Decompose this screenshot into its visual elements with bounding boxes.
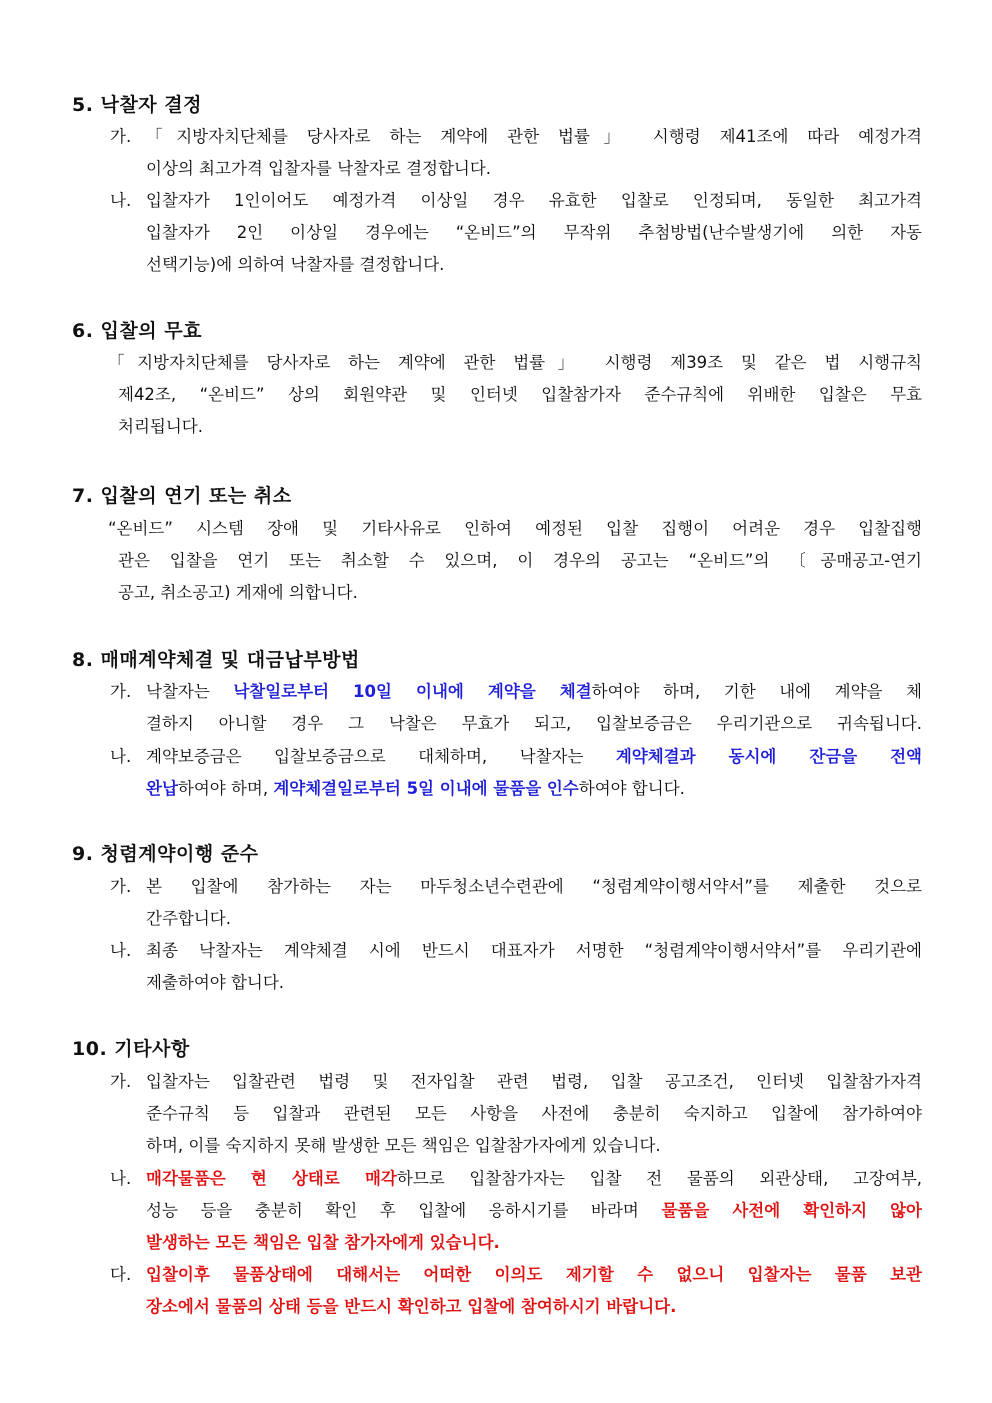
- section-8-item-b: [110, 741, 922, 805]
- red-highlight-text: 매각물품은 현 상태로 매각: [146, 1169, 397, 1188]
- red-highlight-text: 발생하는 모든 책임은 입찰 참가자에게 있습니다.: [146, 1233, 500, 1252]
- section-9-item-b: [110, 935, 922, 999]
- section-8-title: 8. 매매계약체결 및 대금납부방법: [72, 649, 360, 671]
- section-10-item-c: [110, 1259, 922, 1323]
- text-run: 계약보증금은 입찰보증금으로 대체하며, 낙찰자는: [146, 747, 616, 766]
- section-9-item-a: [110, 871, 922, 935]
- item-marker: 가.: [110, 1072, 132, 1091]
- item-text-line: 하며, 이를 숙지하지 못해 발생한 모든 책임은 입찰참가자에게 있습니다.: [146, 1136, 661, 1155]
- section-5-item-b: [110, 185, 922, 281]
- text-run: 낙찰자는: [146, 682, 234, 701]
- item-marker: 다.: [110, 1265, 132, 1284]
- item-marker: 나.: [110, 191, 132, 210]
- paragraph-line: 제42조, “온비드” 상의 회원약관 및 인터넷 입찰참가자 준수규칙에 위배한 입찰은 무효: [118, 385, 922, 404]
- section-6-title: 6. 입찰의 무효: [72, 320, 202, 342]
- section-9-title: 9. 청렴계약이행 준수: [72, 843, 259, 865]
- item-text-line: 간주합니다.: [146, 909, 231, 928]
- text-run: 하여야 합니다.: [578, 779, 685, 798]
- blue-highlight-text: 낙찰일로부터 10일 이내에 계약을 체결: [233, 682, 592, 701]
- blue-highlight-text: 계약체결일로부터 5일 이내에 물품을 인수: [273, 779, 579, 798]
- item-text-line: 입찰자가 2인 이상일 경우에는 “온비드”의 무작위 추첨방법(난수발생기에 의한 자동: [146, 223, 922, 242]
- item-text-line: 입찰자는 입찰관련 법령 및 전자입찰 관련 법령, 입찰 공고조건, 인터넷 입찰참가자격: [146, 1072, 922, 1091]
- section-10-item-a: [110, 1066, 922, 1162]
- section-8-item-a: [110, 676, 922, 740]
- section-7-title: 7. 입찰의 연기 또는 취소: [72, 485, 292, 507]
- item-text-line: [146, 1163, 922, 1195]
- item-marker: 나.: [110, 747, 132, 766]
- paragraph-line: “온비드” 시스템 장애 및 기타사유로 인하여 예정된 입찰 집행이 어려운 경우 입찰집행: [108, 519, 922, 538]
- paragraph-line: 「지방자치단체를 당사자로 하는 계약에 관한 법률」 시행령 제39조 및 같은 법 시행규칙: [108, 353, 922, 372]
- text-run: 하여야 하며,: [177, 779, 274, 798]
- paragraph-line: 공고, 취소공고) 게재에 의합니다.: [118, 583, 358, 602]
- text-run: 하여야 하며, 기한 내에 계약을 체: [591, 682, 922, 701]
- section-10-title: 10. 기타사항: [72, 1038, 190, 1060]
- paragraph-line: 관은 입찰을 연기 또는 취소할 수 있으며, 이 경우의 공고는 “온비드”의 〔공매공고-연기: [118, 551, 922, 570]
- item-marker: 가.: [110, 682, 132, 701]
- item-text-line: 제출하여야 합니다.: [146, 973, 285, 992]
- paragraph-line: 처리됩니다.: [118, 417, 203, 436]
- item-marker: 가.: [110, 127, 132, 146]
- item-text-line: [146, 741, 922, 773]
- section-10-item-b: [110, 1163, 922, 1259]
- item-text-line: [146, 1195, 922, 1227]
- item-text-line: 이상의 최고가격 입찰자를 낙찰자로 결정합니다.: [146, 159, 492, 178]
- item-marker: 나.: [110, 1169, 132, 1188]
- red-highlight-text: 물품을 사전에 확인하지 않아: [661, 1201, 922, 1220]
- item-text-line: [146, 1227, 922, 1259]
- blue-highlight-text: 완납: [146, 779, 178, 798]
- item-text-line: 결하지 아니할 경우 그 낙찰은 무효가 되고, 입찰보증금은 우리기관으로 귀속됩니다.: [146, 714, 922, 733]
- red-highlight-text: 입찰이후 물품상태에 대해서는 어떠한 이의도 제기할 수 없으니 입찰자는 물품 보관: [146, 1265, 922, 1284]
- red-highlight-text: 장소에서 물품의 상태 등을 반드시 확인하고 입찰에 참여하시기 바랍니다.: [146, 1297, 677, 1316]
- item-marker: 가.: [110, 877, 132, 896]
- item-text-line: 본 입찰에 참가하는 자는 마두청소년수련관에 “청렴계약이행서약서”를 제출한 것으로: [146, 877, 922, 896]
- text-run: 성능 등을 충분히 확인 후 입찰에 응하시기를 바라며: [146, 1201, 662, 1220]
- text-run: 하므로 입찰참가자는 입찰 전 물품의 외관상태, 고장여부,: [396, 1169, 922, 1188]
- item-text-line: 선택기능)에 의하여 낙찰자를 결정합니다.: [146, 255, 445, 274]
- item-text-line: 「지방자치단체를 당사자로 하는 계약에 관한 법률」 시행령 제41조에 따라 예정가격: [146, 127, 922, 146]
- item-marker: 나.: [110, 941, 132, 960]
- blue-highlight-text: 계약체결과 동시에 잔금을 전액: [615, 747, 922, 766]
- item-text-line: 최종 낙찰자는 계약체결 시에 반드시 대표자가 서명한 “청렴계약이행서약서”를 우리기관에: [146, 941, 922, 960]
- section-5-item-a: [110, 121, 922, 185]
- item-text-line: 입찰자가 1인이어도 예정가격 이상일 경우 유효한 입찰로 인정되며, 동일한 최고가격: [146, 191, 922, 210]
- item-text-line: [146, 773, 922, 805]
- section-5-title: 5. 낙찰자 결정: [72, 94, 202, 116]
- section-7-paragraph: [108, 513, 922, 609]
- item-text-line: [146, 676, 922, 708]
- section-6-paragraph: [108, 347, 922, 443]
- item-text-line: 준수규칙 등 입찰과 관련된 모든 사항을 사전에 충분히 숙지하고 입찰에 참가하여야: [146, 1104, 922, 1123]
